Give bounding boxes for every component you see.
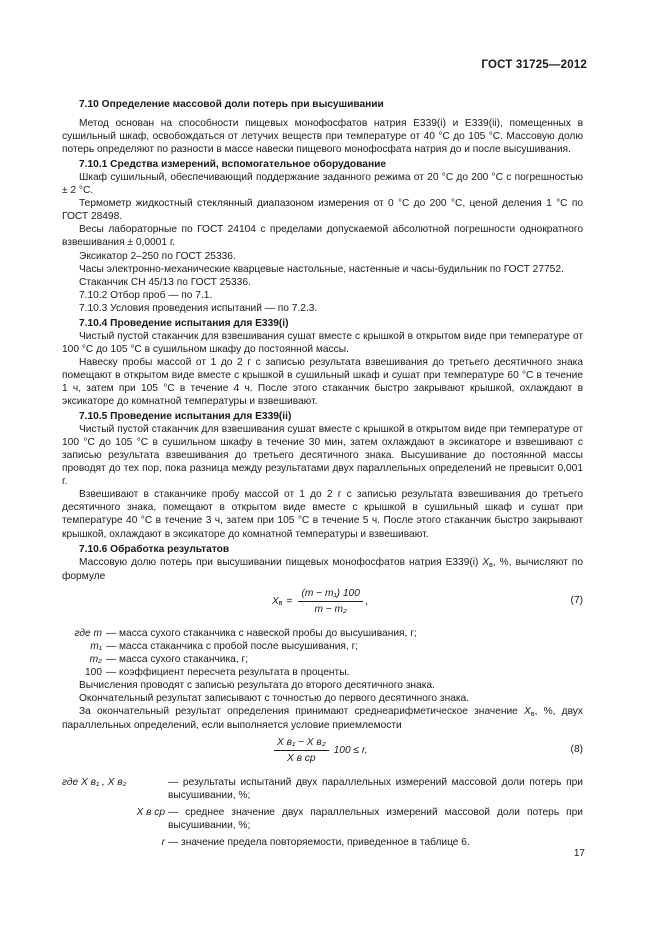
standard-header: ГОСТ 31725—2012 bbox=[481, 59, 587, 71]
section-7-10-3: 7.10.3 Условия проведения испытаний — по 7.2.3. bbox=[79, 302, 318, 314]
equipment-item: Часы электронно-механические кварцевые настольные, настенные и часы-будильник по ГОСТ 27752. bbox=[79, 263, 564, 275]
legend-row: где X в₁ , X в₂ — результаты испытаний двух параллельных измерений массовой доли потерь при высушивании, %; bbox=[62, 777, 583, 802]
equipment-item: Стаканчик СН 45/13 по ГОСТ 25336. bbox=[79, 276, 251, 288]
procedure-paragraph: Чистый пустой стаканчик для взвешивания сушат вместе с крышкой в открытом виде при температуре от 100 °С до 105 °С в сушильном шкафу до постоянной массы. bbox=[62, 330, 583, 355]
definition-row: где m — масса сухого стаканчика с навеской пробы до высушивания, г; bbox=[74, 627, 417, 639]
legend-row: r — значение предела повторяемости, приведенное в таблице 6. bbox=[161, 837, 470, 849]
procedure-paragraph: Взвешивают в стаканчике пробу массой от 1 до 2 г с записью результата взвешивания до третьего десятичного знака, помещают в открытом виде вместе с крышкой в сушильный шкаф и сушат при температуре 40 °С в течение 3 ч, затем при 105 °С в течение 5 ч. После этого стаканчик быстро закрывают крышкой, охлаждают в эксикаторе до комнатной температуры и взвешивают. bbox=[62, 489, 583, 540]
formula-fraction: $\frac{\text{X в₁ − X в₂}}{\text{X в ср}}$ bbox=[274, 736, 329, 765]
definition-row: 100 — коэффициент пересчета результата в проценты. bbox=[85, 666, 350, 678]
procedure-paragraph: Навеску пробы массой от 1 до 2 г с записью результата взвешивания до третьего десятичного знака помещают в открытом виде вместе с крышкой в сушильный шкаф и сушат при температуре 60 °С в течение 1 ч, затем при 105 °С в течение 4 ч. После этого стаканчик быстро закрывают крышкой, охлаждают в эксикаторе до комнатной температуры и взвешивают. bbox=[62, 356, 583, 408]
section-heading-7-10-5: 7.10.5 Проведение испытания для Е339(ii) bbox=[79, 411, 292, 423]
equipment-item: Термометр жидкостный стеклянный диапазоном измерения от 0 °С до 200 °С, ценой деления 1 °С по ГОСТ 28498. bbox=[62, 198, 583, 223]
definition-row: m₂ — масса сухого стаканчика, г; bbox=[89, 653, 249, 665]
section-heading-7-10-4: 7.10.4 Проведение испытания для Е339(i) bbox=[79, 317, 289, 329]
formula-lhs: X bbox=[272, 595, 279, 607]
equation-number: (8) bbox=[570, 744, 583, 756]
acceptance-paragraph: За окончательный результат определения принимают среднеарифметическое значение Xв, %, двух параллельных определений, если выполняется условие приемлемости bbox=[62, 705, 583, 732]
method-paragraph: Метод основан на способности пищевых монофосфатов натрия Е339(i) и Е339(ii), помещенных в сушильный шкаф, освобождаться от летучих веществ при температуре от 40 °С до 105 °С. Массовую долю потерь определяют по разности в массе навески пищевого монофосфата натрия до и после высушивания. bbox=[62, 118, 583, 156]
formula-7: X в = $\frac{\text{(m − m₁) 100}}{\text{m − m₂}}$ , (7) bbox=[272, 587, 583, 615]
section-heading-7-10-6: 7.10.6 Обработка результатов bbox=[79, 543, 230, 555]
procedure-paragraph: Чистый пустой стаканчик для взвешивания сушат вместе с крышкой в открытом виде при температуре от 100 °С до 105 °С в сушильном шкафу в течение 30 мин, затем охлаждают в эксикаторе и взвешивают с записью результата взвешивания до третьего десятичного знака. Высушивание до постоянной массы проводят до тех пор, пока разница между результатами двух параллельных определений не превысит 0,001 г. bbox=[62, 424, 583, 488]
equipment-item: Шкаф сушильный, обеспечивающий поддержание заданного режима от 20 °С до 200 °С с погрешностью ± 2 °С. bbox=[62, 172, 583, 197]
document-body bbox=[62, 96, 583, 849]
legend-row: X в ср — среднее значение двух параллельных измерений массовой доли потерь при высушивании, %; bbox=[136, 807, 583, 832]
equation-number: (7) bbox=[570, 594, 583, 606]
final-result-note: Окончательный результат записывают с точностью до первого десятичного знака. bbox=[79, 692, 470, 704]
section-heading-7-10-1: 7.10.1 Средства измерений, вспомогательное оборудование bbox=[79, 159, 387, 171]
section-heading-7-10: 7.10 Определение массовой доли потерь при высушивании bbox=[79, 99, 384, 110]
equipment-item: Эксикатор 2–250 по ГОСТ 25336. bbox=[79, 250, 236, 262]
definition-row: m₁ — масса стаканчика с пробой после высушивания, г; bbox=[90, 640, 359, 652]
page-number: 17 bbox=[573, 848, 585, 859]
equipment-item: Весы лабораторные по ГОСТ 24104 с пределами допускаемой абсолютной погрешности однократного взвешивания ± 0,0001 г. bbox=[62, 224, 583, 249]
variable-definitions bbox=[62, 627, 583, 679]
section-7-10-2: 7.10.2 Отбор проб — по 7.1. bbox=[79, 289, 213, 301]
formula-fraction: $\frac{\text{(m − m₁) 100}}{\text{m − m₂}}$ bbox=[298, 587, 362, 616]
calculation-intro: Массовую долю потерь при высушивании пищевых монофосфатов натрия Е339(i) Xв, %, вычисляют по формуле bbox=[62, 556, 583, 582]
formula-8: $\frac{\text{X в₁ − X в₂}}{\text{X в ср}}$ 100 ≤ r, (8) bbox=[62, 736, 583, 772]
calculation-note: Вычисления проводят с записью результата до второго десятичного знака. bbox=[79, 679, 435, 691]
